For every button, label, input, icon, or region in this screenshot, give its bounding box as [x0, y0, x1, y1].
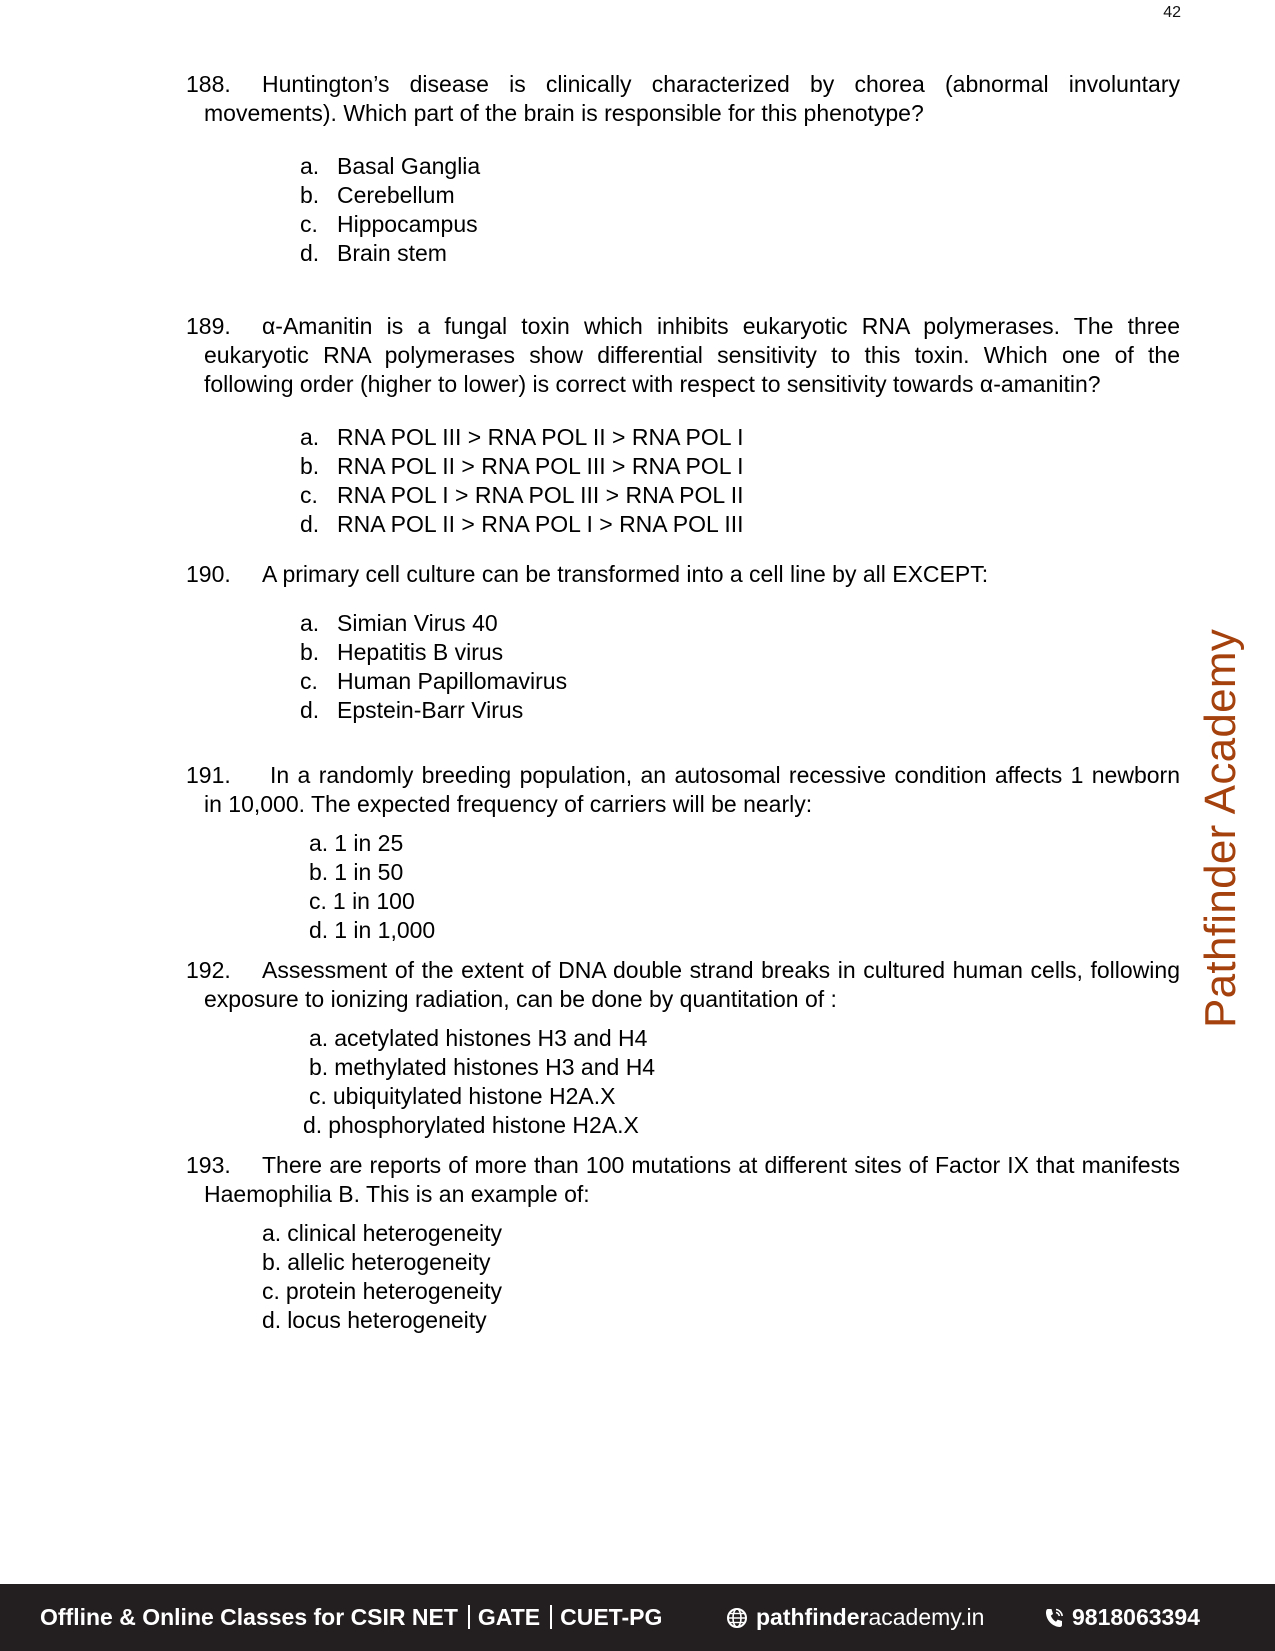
option-letter: d.: [303, 1112, 323, 1138]
question-text: [186, 956, 1180, 1014]
cuet-label: CUET-PG: [560, 1604, 663, 1630]
option-text: 1 in 25: [334, 830, 404, 856]
option-list: [303, 1024, 1180, 1140]
option-d: [303, 1111, 1180, 1140]
option-letter: d.: [309, 917, 329, 943]
gate-label: GATE: [477, 1604, 541, 1630]
question-body: A primary cell culture can be transformed into a cell line by all EXCEPT:: [262, 561, 989, 587]
footer-website[interactable]: [726, 1604, 984, 1631]
option-letter: b.: [300, 182, 320, 208]
question-body: Huntington’s disease is clinically characterized by chorea (abnormal involuntary movements). Which part of the brain is responsible for this phenotype?: [204, 71, 1180, 126]
question-number: 190.: [186, 561, 231, 587]
globe-icon: [726, 1607, 748, 1629]
option-letter: b.: [300, 639, 320, 665]
footer-bar: [0, 1584, 1275, 1651]
question-189: [186, 312, 1180, 539]
option-d: [300, 239, 1180, 268]
option-letter: d.: [300, 240, 320, 266]
question-192: [186, 956, 1180, 1140]
phone-number: 9818063394: [1072, 1604, 1200, 1630]
option-text: Cerebellum: [337, 182, 455, 208]
option-letter: b.: [262, 1249, 282, 1275]
question-body: In a randomly breeding population, an autosomal recessive condition affects 1 newborn in 10,000. The expected frequency of carriers will be nearly:: [204, 762, 1180, 817]
option-c: [300, 210, 1180, 239]
option-letter: c.: [300, 482, 318, 508]
option-letter: a.: [300, 424, 320, 450]
option-text: Human Papillomavirus: [337, 668, 568, 694]
option-text: 1 in 50: [334, 859, 404, 885]
option-text: RNA POL I > RNA POL III > RNA POL II: [337, 482, 744, 508]
footer-classes: [40, 1604, 662, 1631]
option-text: ubiquitylated histone H2A.X: [332, 1083, 616, 1109]
question-body: There are reports of more than 100 mutations at different sites of Factor IX that manifests Haemophilia B. This is an example of:: [204, 1152, 1180, 1207]
option-a: [262, 1219, 1180, 1248]
question-number: 192.: [186, 957, 231, 983]
option-text: protein heterogeneity: [285, 1278, 502, 1304]
option-b: [309, 1053, 1180, 1082]
option-text: 1 in 100: [332, 888, 415, 914]
question-number: 189.: [186, 313, 231, 339]
question-text: [186, 312, 1180, 399]
website-light: academy.in: [868, 1604, 985, 1630]
option-letter: c.: [309, 1083, 327, 1109]
option-list: [300, 423, 1180, 539]
option-letter: a.: [262, 1220, 282, 1246]
question-text: [186, 1151, 1180, 1209]
question-193: [186, 1151, 1180, 1335]
divider: [468, 1605, 470, 1629]
option-b: [309, 858, 1180, 887]
option-d: [300, 696, 1180, 725]
page-number: 42: [1163, 4, 1181, 21]
question-list: [186, 70, 1180, 1335]
option-d: [309, 916, 1180, 945]
option-letter: b.: [309, 1054, 329, 1080]
question-188: [186, 70, 1180, 268]
option-text: allelic heterogeneity: [287, 1249, 491, 1275]
option-b: [262, 1248, 1180, 1277]
option-letter: d.: [300, 697, 320, 723]
option-text: Basal Ganglia: [337, 153, 481, 179]
option-d: [300, 510, 1180, 539]
option-letter: c.: [300, 211, 318, 237]
option-text: Hippocampus: [337, 211, 478, 237]
option-b: [300, 638, 1180, 667]
option-text: 1 in 1,000: [334, 917, 436, 943]
option-text: methylated histones H3 and H4: [334, 1054, 656, 1080]
option-b: [300, 181, 1180, 210]
question-text: [186, 761, 1180, 819]
option-list: [300, 152, 1180, 268]
divider: [550, 1605, 552, 1629]
option-list: [262, 1219, 1180, 1335]
option-text: RNA POL II > RNA POL I > RNA POL III: [337, 511, 744, 537]
option-a: [309, 1024, 1180, 1053]
question-text: [186, 70, 1180, 128]
option-letter: a.: [309, 1025, 329, 1051]
option-text: acetylated histones H3 and H4: [334, 1025, 648, 1051]
option-a: [300, 609, 1180, 638]
question-body: Assessment of the extent of DNA double strand breaks in cultured human cells, following exposure to ionizing radiation, can be done by quantitation of :: [204, 957, 1180, 1012]
watermark: Pathfinder Academy: [1196, 628, 1245, 1028]
classes-label: Offline & Online Classes for CSIR NET: [40, 1604, 458, 1630]
option-c: [300, 667, 1180, 696]
question-number: 193.: [186, 1152, 231, 1178]
option-d: [262, 1306, 1180, 1335]
option-text: clinical heterogeneity: [287, 1220, 502, 1246]
option-text: RNA POL III > RNA POL II > RNA POL I: [337, 424, 744, 450]
option-a: [300, 423, 1180, 452]
website-bold: pathfinder: [756, 1604, 869, 1630]
option-a: [309, 829, 1180, 858]
option-letter: a.: [309, 830, 329, 856]
question-body: α-Amanitin is a fungal toxin which inhibits eukaryotic RNA polymerases. The three eukaryotic RNA polymerases show differential sensitivity to this toxin. Which one of the following order (higher to lower) is correct with respect to sensitivity towards α-amanitin?: [204, 313, 1180, 397]
question-191: [186, 761, 1180, 945]
option-list: [300, 609, 1180, 725]
option-text: RNA POL II > RNA POL III > RNA POL I: [337, 453, 744, 479]
phone-icon: [1044, 1607, 1064, 1629]
option-letter: c.: [262, 1278, 280, 1304]
question-190: [186, 560, 1180, 725]
option-letter: b.: [300, 453, 320, 479]
option-list: [309, 829, 1180, 945]
option-c: [309, 887, 1180, 916]
option-b: [300, 452, 1180, 481]
option-letter: d.: [262, 1307, 282, 1333]
option-letter: a.: [300, 153, 320, 179]
option-text: Simian Virus 40: [337, 610, 498, 636]
option-a: [300, 152, 1180, 181]
question-number: 188.: [186, 71, 231, 97]
option-letter: c.: [300, 668, 318, 694]
option-letter: d.: [300, 511, 320, 537]
option-letter: c.: [309, 888, 327, 914]
option-text: Hepatitis B virus: [337, 639, 504, 665]
option-text: phosphorylated histone H2A.X: [328, 1112, 639, 1138]
option-c: [309, 1082, 1180, 1111]
question-text: [186, 560, 1180, 589]
option-text: Brain stem: [337, 240, 447, 266]
option-text: locus heterogeneity: [287, 1307, 487, 1333]
question-number: 191.: [186, 762, 231, 788]
option-letter: a.: [300, 610, 320, 636]
option-c: [300, 481, 1180, 510]
option-letter: b.: [309, 859, 329, 885]
option-text: Epstein-Barr Virus: [337, 697, 524, 723]
footer-phone[interactable]: [1044, 1604, 1200, 1631]
option-c: [262, 1277, 1180, 1306]
